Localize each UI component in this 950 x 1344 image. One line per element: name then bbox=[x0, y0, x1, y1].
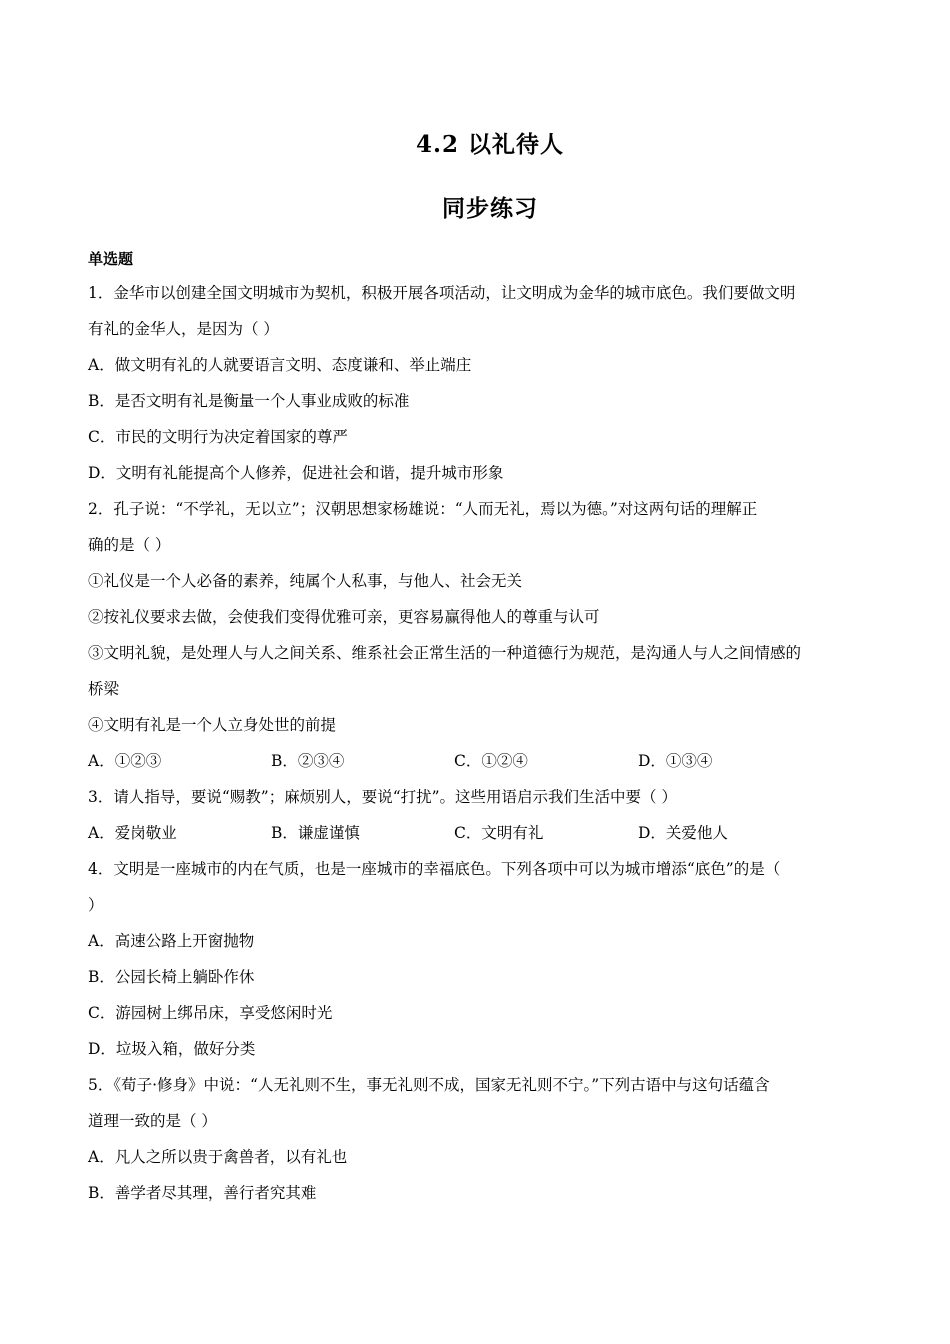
q1-stem-line-1: 1．金华市以创建全国文明城市为契机，积极开展各项活动，让文明成为金华的城市底色。我们要做文明 bbox=[88, 284, 796, 302]
q1-option-c: C．市民的文明行为决定着国家的尊严 bbox=[88, 428, 348, 446]
q2-stem-line-1: 2．孔子说：“不学礼，无以立”；汉朝思想家杨雄说：“人而无礼，焉以为德。”对这两句话的理解正 bbox=[88, 500, 758, 518]
q3-option-b: B．谦虚谨慎 bbox=[271, 824, 360, 842]
q5-option-b: B．善学者尽其理，善行者究其难 bbox=[88, 1184, 317, 1202]
q4-option-c: C．游园树上绑吊床，享受悠闲时光 bbox=[88, 1004, 333, 1022]
page-subtitle: 同步练习 bbox=[442, 195, 538, 222]
q2-statement-3-cont: 桥梁 bbox=[88, 680, 120, 698]
q2-statement-4: ④文明有礼是一个人立身处世的前提 bbox=[88, 716, 337, 734]
section-label: 单选题 bbox=[88, 250, 134, 268]
q4-option-b: B．公园长椅上躺卧作休 bbox=[88, 968, 255, 986]
q2-statement-3: ③文明礼貌，是处理人与人之间关系、维系社会正常生活的一种道德行为规范，是沟通人与人之间情感的 bbox=[88, 644, 802, 662]
q2-statement-2: ②按礼仪要求去做，会使我们变得优雅可亲，更容易赢得他人的尊重与认可 bbox=[88, 608, 600, 626]
q5-stem-line-2: 道理一致的是（ ） bbox=[88, 1112, 217, 1130]
q4-stem-line-1: 4．文明是一座城市的内在气质，也是一座城市的幸福底色。下列各项中可以为城市增添“底色”的是（ bbox=[88, 860, 781, 878]
q3-option-a: A．爱岗敬业 bbox=[88, 824, 177, 842]
q2-option-b: B．②③④ bbox=[271, 752, 345, 770]
q2-stem-line-2: 确的是（ ） bbox=[88, 536, 171, 554]
q1-option-a: A．做文明有礼的人就要语言文明、态度谦和、举止端庄 bbox=[88, 356, 472, 374]
q1-stem-line-2: 有礼的金华人，是因为（ ） bbox=[88, 320, 279, 338]
q2-option-a: A．①②③ bbox=[88, 752, 162, 770]
q2-option-d: D．①③④ bbox=[638, 752, 713, 770]
q3-option-d: D．关爱他人 bbox=[638, 824, 728, 842]
q4-option-d: D．垃圾入箱，做好分类 bbox=[88, 1040, 256, 1058]
q3-stem-line-1: 3．请人指导，要说“赐教”；麻烦别人，要说“打扰”。这些用语启示我们生活中要（ ） bbox=[88, 788, 677, 806]
q3-option-c: C．文明有礼 bbox=[454, 824, 544, 842]
q3-options-row bbox=[88, 823, 868, 843]
q2-options-row bbox=[88, 751, 868, 771]
q2-statement-1: ①礼仪是一个人必备的素养，纯属个人私事，与他人、社会无关 bbox=[88, 572, 523, 590]
q1-option-d: D．文明有礼能提高个人修养，促进社会和谐，提升城市形象 bbox=[88, 464, 504, 482]
q5-stem-line-1: 5．《荀子·修身》中说：“人无礼则不生，事无礼则不成，国家无礼则不宁。”下列古语中与这句话蕴含 bbox=[88, 1076, 770, 1094]
q4-stem-line-2: ） bbox=[88, 896, 104, 914]
q1-option-b: B．是否文明有礼是衡量一个人事业成败的标准 bbox=[88, 392, 410, 410]
page-title: 4.2 以礼待人 bbox=[415, 131, 565, 158]
q5-option-a: A．凡人之所以贵于禽兽者，以有礼也 bbox=[88, 1148, 348, 1166]
q2-option-c: C．①②④ bbox=[454, 752, 528, 770]
q4-option-a: A．高速公路上开窗抛物 bbox=[88, 932, 255, 950]
